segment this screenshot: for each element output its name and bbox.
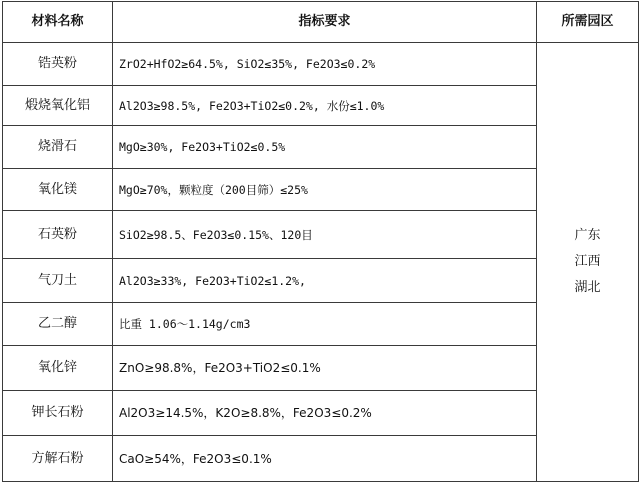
- header-material-name: 材料名称: [3, 2, 113, 43]
- spec-cell: Al2O3≥14.5%，K2O≥8.8%，Fe2O3≤0.2%: [113, 391, 537, 436]
- spec-cell: 比重 1.06～1.14g/cm3: [113, 303, 537, 346]
- header-spec-requirements: 指标要求: [113, 2, 537, 43]
- spec-cell: Al2O3≥98.5%, Fe2O3+TiO2≤0.2%, 水份≤1.0%: [113, 86, 537, 126]
- spec-cell: CaO≥54%，Fe2O3≤0.1%: [113, 436, 537, 482]
- material-name-cell: 气刀土: [3, 259, 113, 303]
- region-guangdong: 广东: [574, 228, 601, 243]
- material-name-cell: 乙二醇: [3, 303, 113, 346]
- spec-cell: Al2O3≥33%, Fe2O3+TiO2≤1.2%,: [113, 259, 537, 303]
- materials-spec-table: [2, 1, 639, 482]
- header-required-park: 所需园区: [537, 2, 639, 43]
- material-name-cell: 钾长石粉: [3, 391, 113, 436]
- material-name-cell: 方解石粉: [3, 436, 113, 482]
- region-cell: [537, 43, 639, 482]
- region-hubei: 湖北: [574, 280, 601, 295]
- spec-cell: ZnO≥98.8%，Fe2O3+TiO2≤0.1%: [113, 346, 537, 391]
- material-name-cell: 氧化锌: [3, 346, 113, 391]
- material-name-cell: 锆英粉: [3, 43, 113, 86]
- spec-cell: ZrO2+HfO2≥64.5%, SiO2≤35%, Fe2O3≤0.2%: [113, 43, 537, 86]
- region-jiangxi: 江西: [574, 254, 601, 269]
- material-name-cell: 烧滑石: [3, 126, 113, 169]
- table-row: [3, 43, 639, 86]
- spec-cell: SiO2≥98.5、Fe2O3≤0.15%、120目: [113, 211, 537, 259]
- spec-cell: MgO≥30%, Fe2O3+TiO2≤0.5%: [113, 126, 537, 169]
- material-name-cell: 煅烧氧化铝: [3, 86, 113, 126]
- table-header-row: [3, 2, 639, 43]
- material-name-cell: 石英粉: [3, 211, 113, 259]
- material-name-cell: 氧化镁: [3, 169, 113, 211]
- spec-cell: MgO≥70%，颗粒度（200目筛）≤25%: [113, 169, 537, 211]
